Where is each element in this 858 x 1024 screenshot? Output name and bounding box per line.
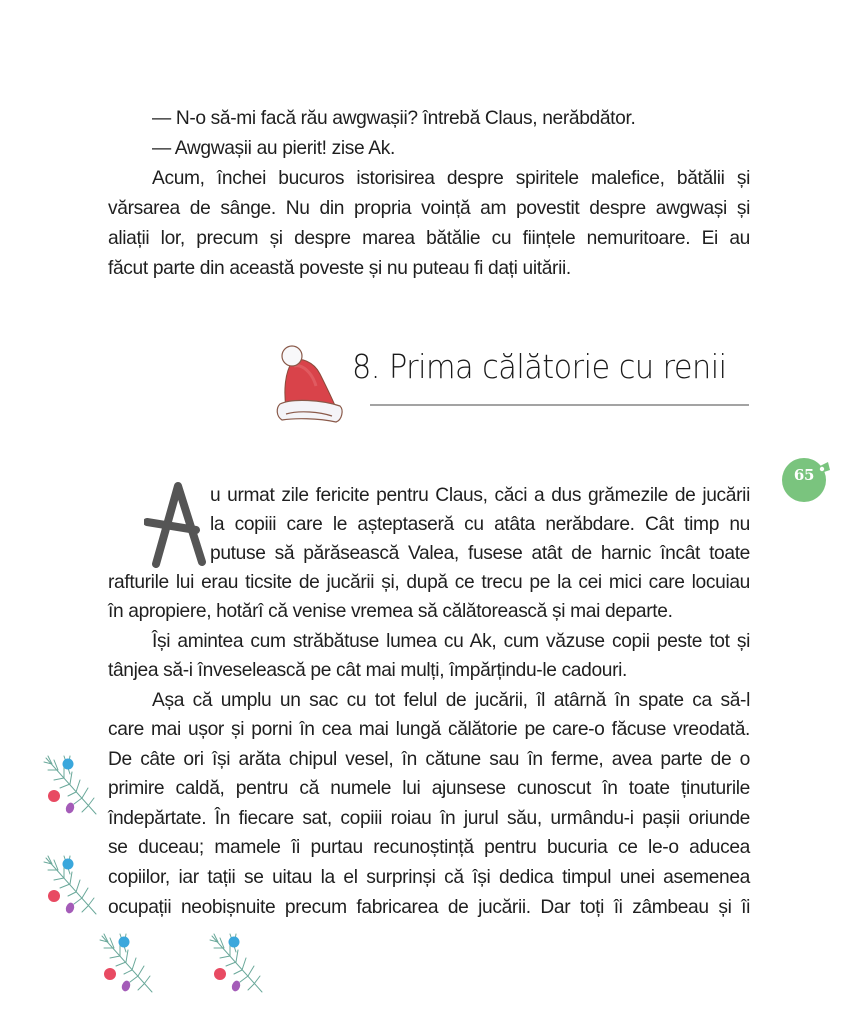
paragraph-line: rafturile lui erau ticsite de jucării și, după ce trecu pe la cei mici care locuiau (108, 572, 750, 593)
dialogue-line: — N-o să-mi facă rău awgwașii? întrebă Claus, nerăbdător. (152, 108, 636, 129)
paragraph-line: primire caldă, pentru că numele lui ajunsese cunoscut în toate ținuturile (108, 778, 750, 799)
paragraph-line: ocupații neobișnuite precum fabricarea de jucării. Dar toți îi zâmbeau și îi (108, 897, 750, 918)
pine-branch-icon (206, 930, 268, 996)
paragraph-line: Acum, închei bucuros istorisirea despre spiritele malefice, bătălii și (152, 168, 750, 189)
chapter-title: 8. Prima călătorie cu renii (352, 347, 727, 386)
pine-branch-icon (40, 852, 102, 918)
page-number: 65 (793, 466, 815, 484)
drop-cap-letter (144, 480, 208, 568)
paragraph-line: De câte ori își arăta chipul vesel, în cătune sau în ferme, avea parte de o (108, 749, 750, 770)
paragraph-line: putuse să părăsească Valea, fusese atât de harnic încât toate (210, 543, 750, 564)
paragraph-line: care mai ușor și porni în cea mai lungă călătorie pe care-o făcuse vreodată. (108, 719, 750, 740)
paragraph-line: îndepărtate. În fiecare sat, copiii roiau în jurul său, urmându-i pașii oriunde (108, 808, 750, 829)
paragraph-line: făcut parte din această poveste și nu puteau fi dați uitării. (108, 258, 571, 279)
dialogue-line: — Awgwașii au pierit! zise Ak. (152, 138, 395, 159)
title-divider (370, 404, 749, 406)
paragraph-line: în apropiere, hotărî că venise vremea să călătorească și mai departe. (108, 601, 673, 622)
paragraph-line: copiilor, iar tații se uitau la el surprinși că își dedica timpul unei asemenea (108, 867, 750, 888)
pine-branch-icon (96, 930, 158, 996)
paragraph-line: aliații lor, precum și despre marea bătălie cu ființele nemuritoare. Ei au (108, 228, 750, 249)
paragraph-line: tânjea să-i înveselească pe cât mai mulți, împărțindu-le cadouri. (108, 660, 628, 681)
paragraph-line: Își amintea cum străbătuse lumea cu Ak, cum văzuse copii peste tot și (152, 631, 750, 652)
paragraph-line: se duceau; mamele îi purtau recunoștință pentru bucuria ce le-o aducea (108, 837, 750, 858)
paragraph-line: vărsarea de sânge. Nu din propria voință am povestit despre awgwași și (108, 198, 750, 219)
paragraph-line: u urmat zile fericite pentru Claus, căci a dus grămezile de jucării (210, 485, 750, 506)
pine-branch-icon (40, 752, 102, 818)
paragraph-line: la copiii care le așteptaseră cu atâta nerăbdare. Cât timp nu (210, 514, 750, 535)
santa-hat-icon (270, 334, 350, 426)
paragraph-line: Așa că umplu un sac cu tot felul de jucării, îl atârnă în spate ca să-l (152, 690, 750, 711)
